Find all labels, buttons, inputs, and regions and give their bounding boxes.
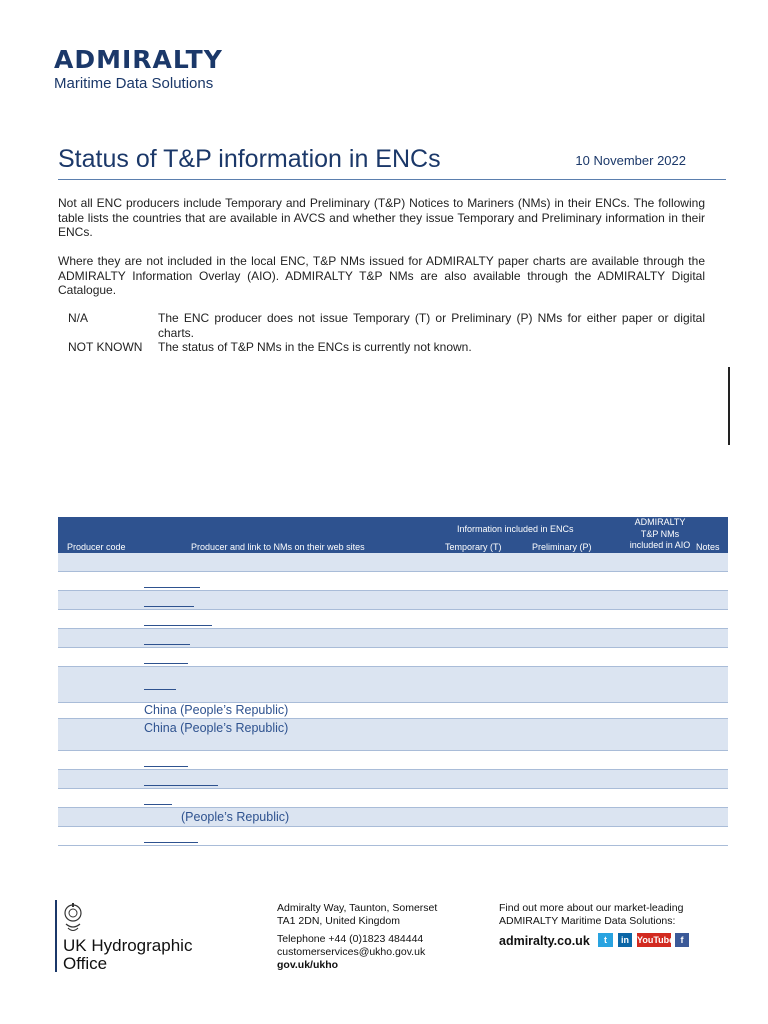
site-link[interactable]: admiralty.co.uk	[499, 934, 590, 948]
table-row	[58, 789, 728, 808]
footer-rule	[55, 900, 57, 972]
definition-desc: The ENC producer does not issue Temporary (T) or Preliminary (P) NMs for either paper or digital charts.	[158, 311, 705, 340]
producer-name[interactable]: (People’s Republic)	[181, 810, 290, 824]
header-info-group: Information included in ENCs	[457, 524, 574, 534]
org-line1: UK Hydrographic	[63, 936, 193, 955]
address-line1: Admiralty Way, Taunton, Somerset	[277, 902, 438, 914]
producer-link[interactable]	[144, 644, 190, 645]
table-row	[58, 751, 728, 770]
table-row	[58, 827, 728, 846]
table-row	[58, 648, 728, 667]
promo-line1: Find out more about our market-leading	[499, 902, 684, 914]
producer-link[interactable]	[144, 804, 172, 805]
header-notes: Notes	[696, 542, 720, 552]
header-producer-code: Producer code	[67, 542, 126, 552]
header-preliminary: Preliminary (P)	[532, 542, 592, 552]
table-row	[58, 770, 728, 789]
header-aio	[610, 517, 710, 552]
producer-link[interactable]	[144, 587, 200, 588]
linkedin-icon[interactable]: in	[618, 933, 632, 947]
definition-desc: The status of T&P NMs in the ENCs is currently not known.	[158, 340, 472, 354]
table-row	[58, 572, 728, 591]
org-line2: Office	[63, 954, 108, 973]
admiralty-logo	[54, 46, 223, 93]
header-aio-line1: ADMIRALTY	[634, 517, 686, 527]
telephone: Telephone +44 (0)1823 484444	[277, 933, 424, 945]
header-producer: Producer and link to NMs on their web sites	[191, 542, 365, 552]
definition-term: NOT KNOWN	[68, 340, 143, 354]
title-row	[58, 143, 726, 180]
aio-paragraph: Where they are not included in the local ENC, T&P NMs issued for ADMIRALTY paper charts are available through the ADMIRALTY Information Overlay (AIO). ADMIRALTY T&P NMs are also available through the ADMIRALTY Digital Catalogue.	[58, 254, 705, 297]
definition-term: N/A	[68, 311, 89, 325]
producers-table	[58, 517, 728, 846]
header-temporary: Temporary (T)	[445, 542, 502, 552]
table-row	[58, 667, 728, 703]
header-aio-line2: T&P NMs	[640, 528, 680, 539]
table-row	[58, 591, 728, 610]
ukho-logo-text	[63, 937, 192, 973]
producer-link[interactable]	[144, 689, 176, 690]
table-row	[58, 808, 728, 827]
table-row	[58, 610, 728, 629]
page-title: Status of T&P information in ENCs	[58, 145, 441, 173]
producer-name[interactable]: China (People’s Republic)	[144, 703, 289, 717]
twitter-icon[interactable]: t	[598, 933, 613, 947]
text-cursor	[728, 367, 730, 445]
document-date: 10 November 2022	[575, 153, 686, 168]
table-row	[58, 629, 728, 648]
table-header	[58, 517, 728, 553]
producer-link[interactable]	[144, 785, 218, 786]
table-row	[58, 553, 728, 572]
youtube-icon[interactable]: YouTube	[637, 935, 675, 945]
brand-subtitle: Maritime Data Solutions	[54, 75, 214, 92]
facebook-icon[interactable]: f	[675, 933, 689, 947]
brand-name: ADMIRALTY	[54, 45, 223, 74]
producer-link[interactable]	[144, 766, 188, 767]
producer-link[interactable]	[144, 625, 212, 626]
producer-link[interactable]	[144, 663, 188, 664]
producer-link[interactable]	[144, 842, 198, 843]
header-aio-line3: included in AIO	[629, 540, 691, 550]
table-row	[58, 719, 728, 751]
email-link[interactable]: customerservices@ukho.gov.uk	[277, 946, 426, 958]
promo-line2: ADMIRALTY Maritime Data Solutions:	[499, 915, 676, 927]
ukho-crest-icon	[62, 902, 84, 934]
intro-paragraph: Not all ENC producers include Temporary and Preliminary (T&P) Notices to Mariners (NMs) in their ENCs. The following table lists the countries that are available in AVCS and whether they issue Temporary and Preliminary information in their ENCs.	[58, 196, 705, 239]
web-link[interactable]: gov.uk/ukho	[277, 959, 339, 971]
producer-name[interactable]: China (People’s Republic)	[144, 721, 289, 735]
producer-link[interactable]	[144, 606, 194, 607]
footer-address	[277, 902, 437, 972]
table-row	[58, 703, 728, 719]
address-line2: TA1 2DN, United Kingdom	[277, 915, 400, 927]
